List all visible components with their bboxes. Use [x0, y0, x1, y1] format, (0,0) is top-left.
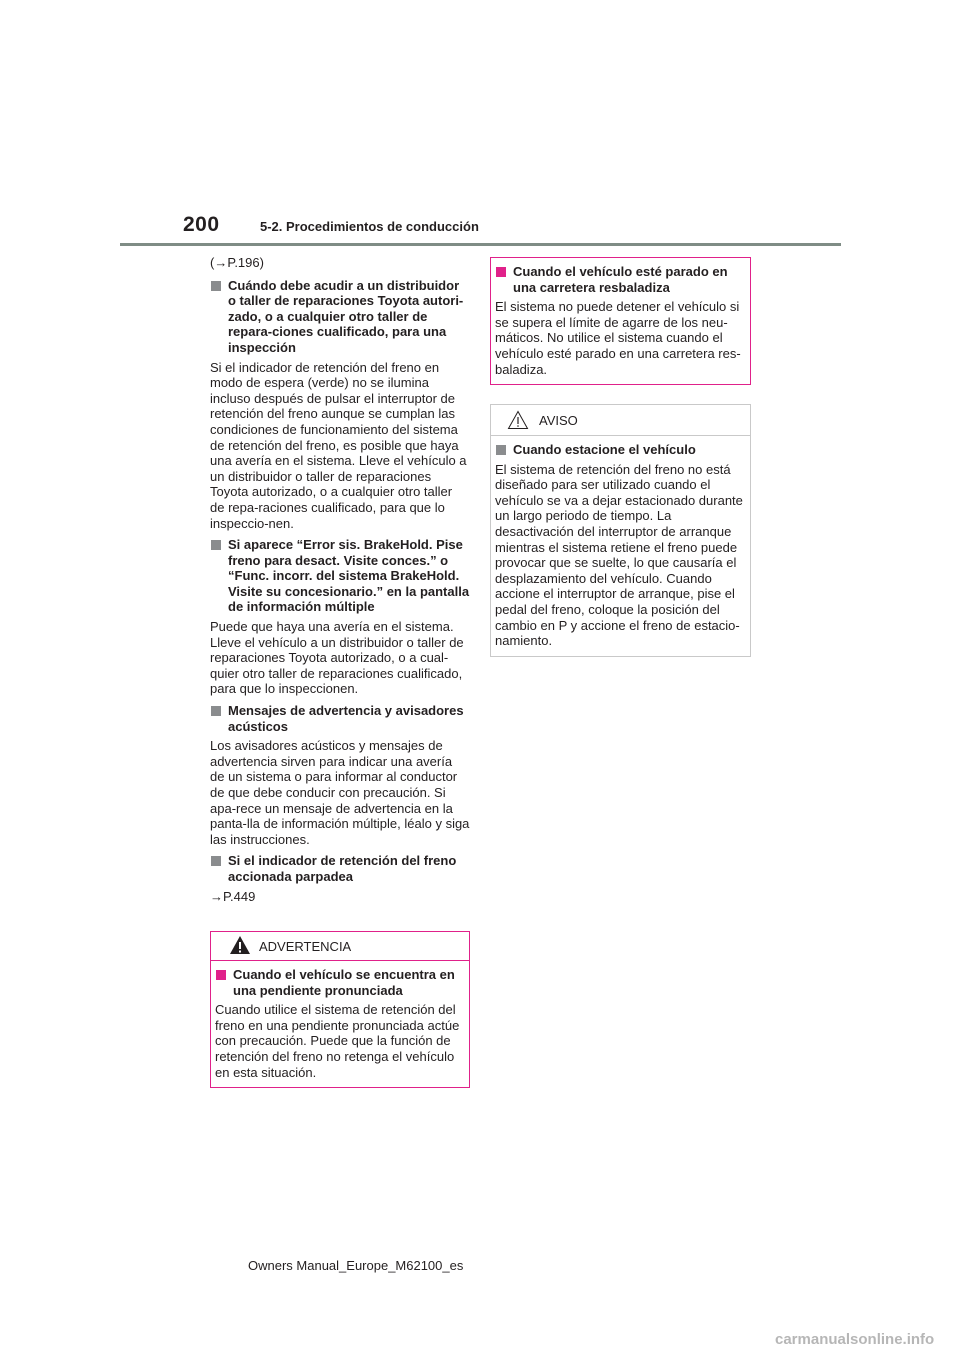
subheading-text: Cuando el vehículo esté parado en una carretera resbaladiza [513, 264, 728, 295]
square-bullet-icon [211, 281, 221, 291]
warning-box-header [211, 932, 469, 961]
subheading [495, 442, 746, 458]
notice-box [490, 404, 751, 657]
warning-continuation-box [490, 257, 751, 385]
subheading-text: Si el indicador de retención del freno accionada parpadea [228, 853, 457, 884]
square-bullet-icon [216, 970, 226, 980]
warning-continuation-body [491, 258, 750, 387]
paragraph: Cuando utilice el sistema de retención del freno en una pendiente pronunciada actúe con precaución. Puede que la función de retención del freno no retenga el vehículo en esta situación. [215, 1002, 460, 1080]
page-number: 200 [183, 213, 220, 236]
paragraph: Puede que haya una avería en el sistema. Lleve el vehículo a un distribuidor o taller de reparaciones Toyota autorizado, o a cual-quier otro taller de reparaciones cualificado, para que lo inspeccionen. [210, 619, 464, 697]
subheading [495, 264, 746, 295]
square-bullet-icon [211, 856, 221, 866]
paragraph: Los avisadores acústicos y mensajes de advertencia sirven para indicar una avería de un sistema o para informar al conductor de que debe conducir con precaución. Si apa-rece un mensaje de advertencia en la panta-lla de información múltiple, léalo y siga las instrucciones. [210, 738, 470, 847]
notice-box-header [491, 405, 750, 436]
header-divider [120, 243, 841, 246]
watermark: carmanualsonline.info [775, 1331, 935, 1348]
subheading [210, 853, 470, 884]
footer-document-name: Owners Manual_Europe_M62100_es [248, 1258, 464, 1273]
notice-title: AVISO [539, 413, 578, 428]
warning-triangle-icon [229, 935, 251, 955]
subheading-text: Cuando estacione el vehículo [513, 442, 696, 457]
page-reference: (→P.196) [210, 255, 264, 270]
warning-title: ADVERTENCIA [259, 939, 352, 954]
warning-box-body [211, 961, 469, 1090]
left-column [210, 255, 470, 911]
subheading-text: Cuando el vehículo se encuentra en una pendiente pronunciada [233, 967, 455, 998]
paragraph: El sistema de retención del freno no está diseñado para ser utilizado cuando el vehículo se va a dejar estacionado durante un largo periodo de tiempo. La desactivación del interruptor de arranque mientras el sistema retiene el freno puede provocar que se suelte, lo que causaría el desplazamiento del vehículo. Cuando accione el interruptor de arranque, pise el pedal del freno, coloque la posición del cambio en P y accione el freno de estacio-namiento. [495, 461, 743, 649]
paragraph: El sistema no puede detener el vehículo si se supera el límite de agarre de los neu-máticos. No utilice el sistema cuando el vehículo esté parado en una carretera res-baladiza. [495, 299, 741, 377]
square-bullet-icon [496, 267, 506, 277]
section-title: 5-2. Procedimientos de conducción [260, 219, 479, 234]
square-bullet-icon [211, 706, 221, 716]
caution-triangle-icon [507, 410, 529, 430]
square-bullet-icon [211, 540, 221, 550]
warning-box [210, 931, 470, 1088]
subheading-text: Mensajes de advertencia y avisadores acústicos [228, 703, 464, 734]
page-reference: →P.449 [210, 888, 256, 904]
subheading-text: Cuándo debe acudir a un distribuidor o taller de reparaciones Toyota autori-zado, o a cualquier otro taller de repara-ciones cualificado, para una inspección [228, 277, 464, 355]
paragraph: Si el indicador de retención del freno en modo de espera (verde) no se ilumina incluso después de pulsar el interruptor de retención del freno aunque se cumplan las condiciones de funcionamiento del sistema de retención del freno, es posible que haya una avería en el sistema. Lleve el vehículo a un distribuidor o taller de reparaciones Toyota autorizado, o a cualquier otro taller de repa-raciones cualificado, para que lo inspeccio-nen. [210, 359, 467, 531]
subheading-text: Si aparece “Error sis. BrakeHold. Pise freno para desact. Visite conces.” o “Func. incorr. del sistema BrakeHold. Visite su concesionario.” en la pantalla de información múltiple [228, 537, 470, 615]
square-bullet-icon [496, 445, 506, 455]
subheading [210, 278, 470, 356]
subheading [210, 703, 470, 734]
notice-box-body [491, 436, 750, 659]
subheading [215, 967, 465, 998]
subheading [210, 537, 470, 615]
